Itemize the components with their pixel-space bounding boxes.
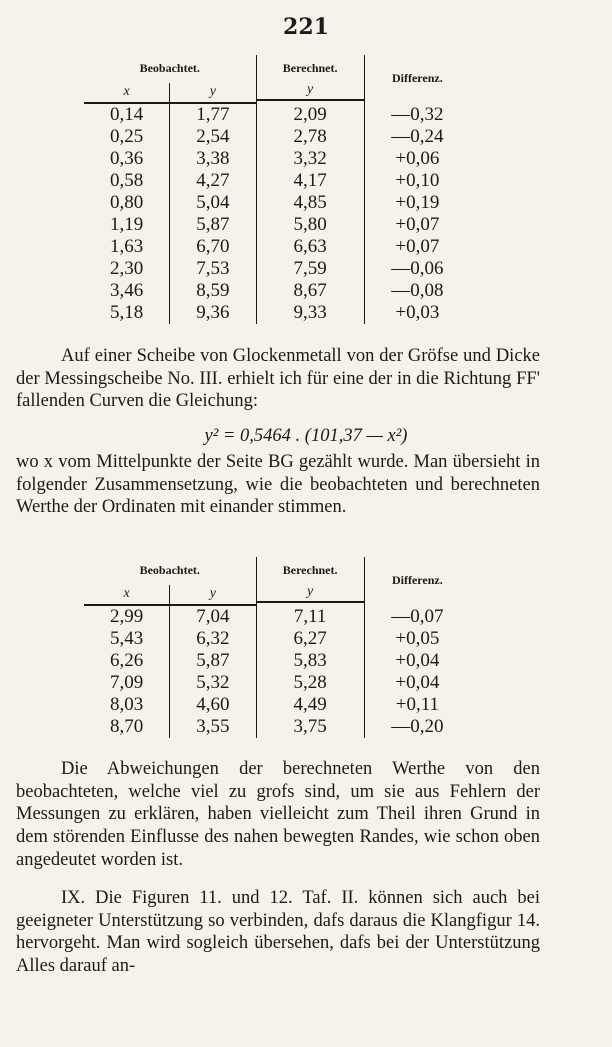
- observation-table-2: [84, 557, 470, 738]
- cell-y-calc: 4,49: [256, 694, 364, 716]
- subheader-x: x: [84, 585, 170, 605]
- subheader-y-calc: y: [257, 82, 364, 101]
- cell-y-obs: 4,60: [196, 694, 230, 715]
- cell-y-calc: 6,63: [256, 236, 364, 258]
- table-row: [84, 236, 470, 258]
- header-calculated: [256, 55, 364, 103]
- cell-y-obs: 9,36: [196, 302, 230, 323]
- cell-x: 0,14: [84, 103, 170, 126]
- cell-x: 2,30: [84, 258, 170, 280]
- cell-y-obs: 3,38: [196, 148, 230, 169]
- cell-y-obs: 8,59: [196, 280, 230, 301]
- cell-y-obs: 1,77: [196, 104, 230, 125]
- cell-diff: —0,24: [364, 126, 470, 148]
- header-difference: Differenz.: [364, 55, 470, 103]
- table-row: [84, 258, 470, 280]
- equation: y² = 0,5464 . (101,37 — x²): [204, 426, 408, 446]
- cell-y-calc: 3,75: [256, 716, 364, 738]
- header-observed: Beobachtet.: [139, 562, 200, 577]
- cell-y-calc: 6,27: [256, 628, 364, 650]
- cell-y-calc: 4,17: [256, 170, 364, 192]
- cell-diff: +0,10: [364, 170, 470, 192]
- cell-x: 5,18: [84, 302, 170, 324]
- cell-diff: —0,32: [364, 103, 470, 126]
- cell-y-calc: 8,67: [256, 280, 364, 302]
- page-number: 221: [283, 14, 329, 40]
- cell-diff: —0,08: [364, 280, 470, 302]
- cell-y-obs: 3,55: [196, 716, 230, 737]
- cell-y-calc: 5,80: [256, 214, 364, 236]
- cell-y-obs: 5,87: [196, 650, 230, 671]
- table-row: [84, 694, 470, 716]
- cell-y-obs: 7,53: [196, 258, 230, 279]
- header-calculated-label: Berechnet.: [282, 61, 338, 75]
- table-row: [84, 214, 470, 236]
- cell-x: 8,70: [84, 716, 170, 738]
- cell-x: 7,09: [84, 672, 170, 694]
- table-row: [84, 716, 470, 738]
- cell-x: 0,36: [84, 148, 170, 170]
- cell-y-obs: 6,32: [196, 628, 230, 649]
- cell-diff: +0,19: [364, 192, 470, 214]
- header-difference: Differenz.: [364, 557, 470, 605]
- table-row: [84, 605, 470, 628]
- table-row: [84, 148, 470, 170]
- cell-y-obs: 5,87: [196, 214, 230, 235]
- cell-x: 6,26: [84, 650, 170, 672]
- cell-diff: +0,05: [364, 628, 470, 650]
- table-row: [84, 628, 470, 650]
- table-row: [84, 302, 470, 324]
- cell-y-calc: 7,59: [256, 258, 364, 280]
- header-calculated-label: Berechnet.: [282, 563, 338, 577]
- paragraph-3: Die Abweichungen der berechneten Werthe von den beobachteten, welche viel zu grofs sind, um sie aus Fehlern der Messungen zu erklären, haben vielleicht zum Theil ihren Grund in dem störenden Einflusse des nahen bewegten Randes, wie schon oben angedeutet worden ist.: [16, 759, 540, 870]
- cell-y-obs: 5,32: [196, 672, 230, 693]
- cell-diff: +0,07: [364, 214, 470, 236]
- cell-y-calc: 5,83: [256, 650, 364, 672]
- subheader-y-obs: y: [170, 83, 256, 103]
- observation-table-1: [84, 55, 470, 324]
- cell-y-calc: 7,11: [256, 605, 364, 628]
- table-row: [84, 103, 470, 126]
- cell-y-calc: 2,78: [256, 126, 364, 148]
- table-row: [84, 280, 470, 302]
- table-row: [84, 192, 470, 214]
- subheader-y-calc: y: [257, 584, 364, 603]
- paragraph-4: IX. Die Figuren 11. und 12. Taf. II. können sich auch bei geeigneter Unterstützung so verbinden, dafs daraus die Klangfigur 14. hervorgeht. Man wird sogleich übersehen, dafs bei der Unterstützung Alles darauf an-: [16, 888, 540, 977]
- cell-x: 0,58: [84, 170, 170, 192]
- paragraph-1: Auf einer Scheibe von Glockenmetall von der Gröfse und Dicke der Messingscheibe No. III. erhielt ich für eine der in die Richtung FF' fallenden Curven die Gleichung:: [16, 346, 540, 412]
- table-row: [84, 170, 470, 192]
- header-observed: Beobachtet.: [139, 60, 200, 75]
- subheader-y-obs: y: [170, 585, 256, 605]
- cell-y-obs: 2,54: [196, 126, 230, 147]
- cell-diff: +0,07: [364, 236, 470, 258]
- cell-x: 8,03: [84, 694, 170, 716]
- cell-x: 2,99: [84, 605, 170, 628]
- cell-diff: —0,07: [364, 605, 470, 628]
- cell-diff: —0,06: [364, 258, 470, 280]
- cell-x: 5,43: [84, 628, 170, 650]
- cell-x: 0,80: [84, 192, 170, 214]
- cell-y-calc: 9,33: [256, 302, 364, 324]
- paragraph-2: wo x vom Mittelpunkte der Seite BG gezählt wurde. Man übersieht in folgender Zusammensetzung, wie die beobachteten und berechneten Werthe der Ordinaten mit einander stimmen.: [16, 452, 540, 518]
- cell-y-obs: 6,70: [196, 236, 230, 257]
- cell-x: 1,63: [84, 236, 170, 258]
- header-calculated: [256, 557, 364, 605]
- cell-y-calc: 2,09: [256, 103, 364, 126]
- cell-y-obs: 5,04: [196, 192, 230, 213]
- cell-y-calc: 3,32: [256, 148, 364, 170]
- cell-x: 3,46: [84, 280, 170, 302]
- cell-y-obs: 4,27: [196, 170, 230, 191]
- cell-x: 1,19: [84, 214, 170, 236]
- cell-diff: +0,06: [364, 148, 470, 170]
- cell-x: 0,25: [84, 126, 170, 148]
- cell-y-calc: 4,85: [256, 192, 364, 214]
- table-row: [84, 650, 470, 672]
- cell-y-obs: 7,04: [196, 606, 230, 627]
- cell-diff: +0,04: [364, 672, 470, 694]
- table-row: [84, 126, 470, 148]
- cell-diff: +0,11: [364, 694, 470, 716]
- cell-diff: —0,20: [364, 716, 470, 738]
- cell-diff: +0,04: [364, 650, 470, 672]
- cell-diff: +0,03: [364, 302, 470, 324]
- cell-y-calc: 5,28: [256, 672, 364, 694]
- table-row: [84, 672, 470, 694]
- subheader-x: x: [84, 83, 170, 103]
